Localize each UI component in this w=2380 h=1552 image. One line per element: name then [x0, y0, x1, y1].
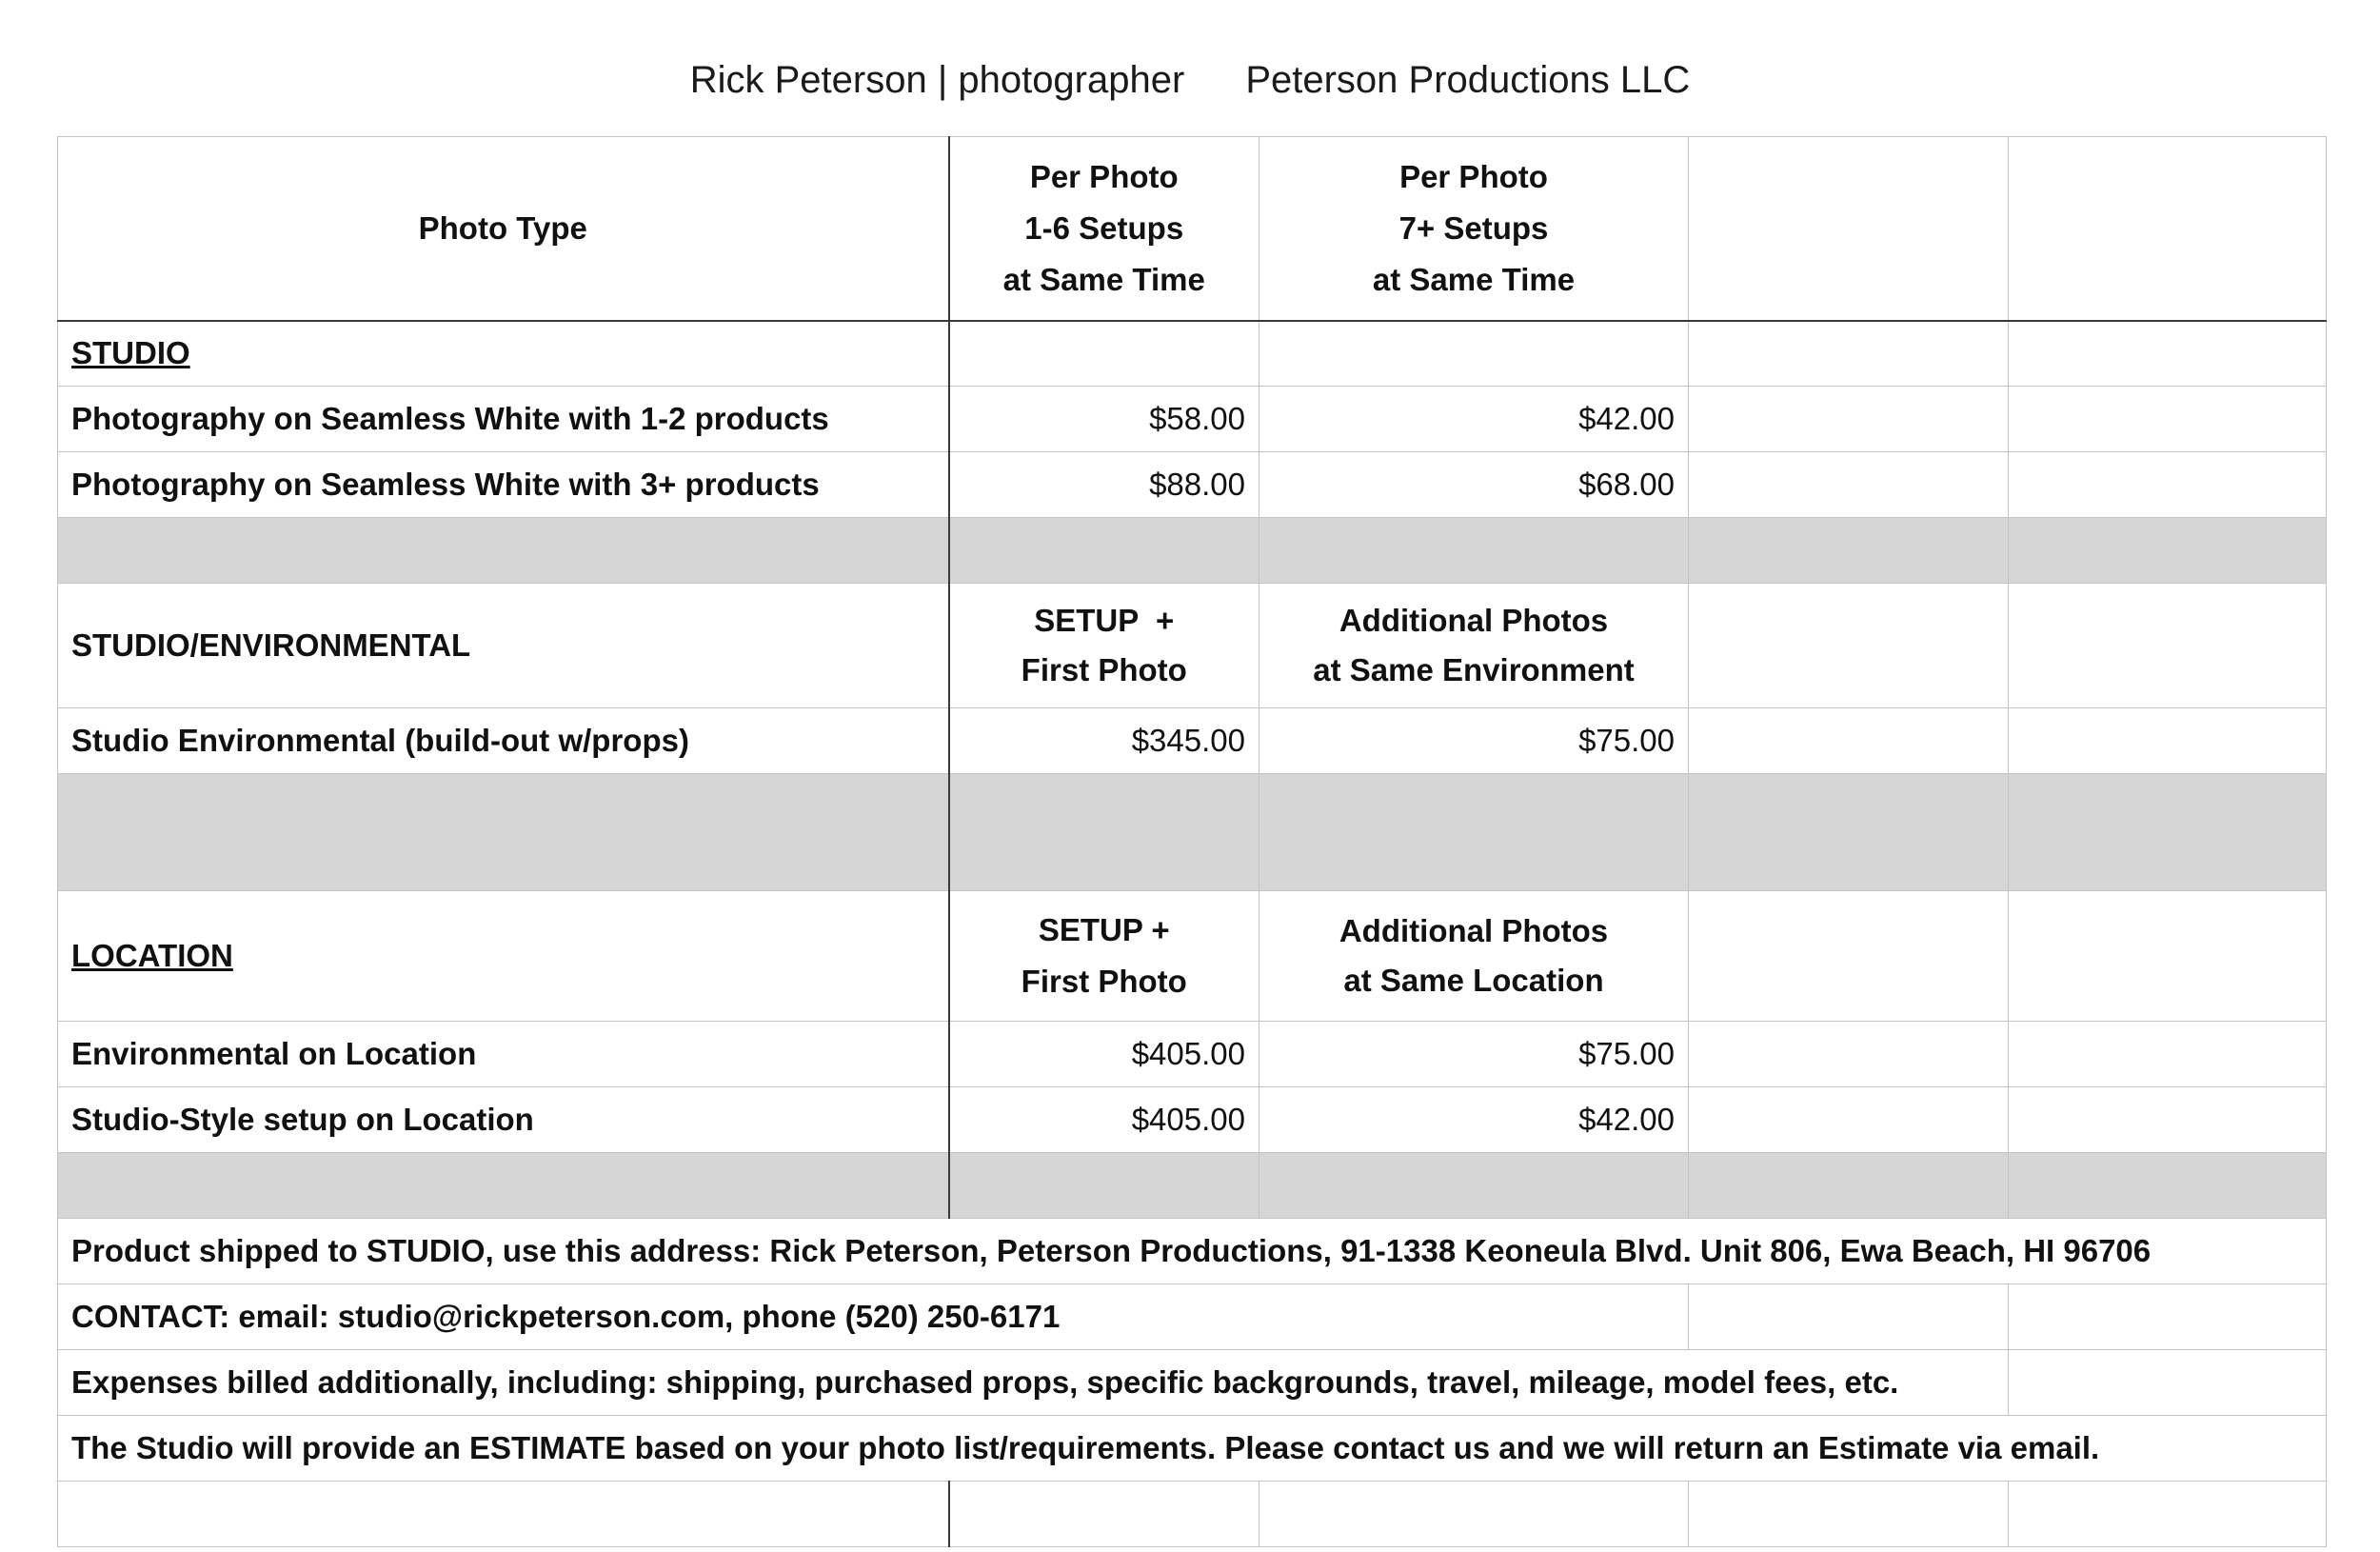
- empty-cell: [2009, 1284, 2327, 1350]
- empty-cell: [2009, 137, 2327, 321]
- table-row: [58, 1087, 2327, 1153]
- table-row: [58, 387, 2327, 452]
- pricing-table: [57, 136, 2327, 1547]
- empty-cell: [2009, 321, 2327, 387]
- estimate-note: The Studio will provide an ESTIMATE based on your photo list/requirements. Please contact us and we will return an Estimate via email.: [58, 1416, 2327, 1482]
- empty-cell: [2009, 452, 2327, 518]
- section-row-studio-environmental: [58, 584, 2327, 708]
- empty-cell: [1689, 1022, 2009, 1087]
- section-title-location: LOCATION: [58, 891, 949, 1022]
- note-row-estimate: [58, 1416, 2327, 1482]
- additional-photos-header: Additional Photos at Same Location: [1259, 891, 1689, 1022]
- table-row: [58, 708, 2327, 774]
- header-row: [58, 137, 2327, 321]
- shipping-address-note: Product shipped to STUDIO, use this address: Rick Peterson, Peterson Productions, 91-1338 Keoneula Blvd. Unit 806, Ewa Beach, HI 96706: [58, 1219, 2327, 1284]
- note-row-shipping: [58, 1219, 2327, 1284]
- table-row: [58, 1022, 2327, 1087]
- note-row-expenses: [58, 1350, 2327, 1416]
- section-row-studio: [58, 321, 2327, 387]
- empty-cell: [1259, 321, 1689, 387]
- empty-cell: [1689, 584, 2009, 708]
- column-header-per-photo-1-6: Per Photo 1-6 Setups at Same Time: [949, 137, 1259, 321]
- section-title-studio: STUDIO: [58, 321, 949, 387]
- page-header: [0, 59, 2380, 102]
- price-cell: $75.00: [1259, 1022, 1689, 1087]
- contact-note: CONTACT: email: studio@rickpeterson.com, phone (520) 250-6171: [58, 1284, 1689, 1350]
- price-cell: $58.00: [949, 387, 1259, 452]
- empty-cell: [2009, 387, 2327, 452]
- column-header-photo-type: Photo Type: [58, 137, 949, 321]
- empty-cell: [1689, 137, 2009, 321]
- spacer-row: [58, 518, 2327, 584]
- row-label: Photography on Seamless White with 1-2 products: [58, 387, 949, 452]
- empty-cell: [1689, 1284, 2009, 1350]
- price-cell: $75.00: [1259, 708, 1689, 774]
- empty-cell: [1689, 452, 2009, 518]
- empty-cell: [2009, 891, 2327, 1022]
- empty-cell: [1689, 387, 2009, 452]
- note-row-contact: [58, 1284, 2327, 1350]
- column-header-per-photo-7plus: Per Photo 7+ Setups at Same Time: [1259, 137, 1689, 321]
- empty-cell: [2009, 584, 2327, 708]
- empty-cell: [1689, 1087, 2009, 1153]
- empty-cell: [2009, 1087, 2327, 1153]
- empty-cell: [949, 321, 1259, 387]
- row-label: Photography on Seamless White with 3+ products: [58, 452, 949, 518]
- section-row-location: [58, 891, 2327, 1022]
- price-cell: $345.00: [949, 708, 1259, 774]
- photographer-name: Rick Peterson | photographer: [689, 59, 1185, 101]
- price-cell: $405.00: [949, 1022, 1259, 1087]
- price-cell: $405.00: [949, 1087, 1259, 1153]
- empty-row: [58, 1482, 2327, 1547]
- price-cell: $42.00: [1259, 387, 1689, 452]
- empty-cell: [1689, 321, 2009, 387]
- row-label: Studio Environmental (build-out w/props): [58, 708, 949, 774]
- company-name: Peterson Productions LLC: [1245, 59, 1691, 101]
- additional-photos-header: Additional Photos at Same Environment: [1259, 584, 1689, 708]
- spacer-row: [58, 774, 2327, 891]
- empty-cell: [2009, 708, 2327, 774]
- price-cell: $68.00: [1259, 452, 1689, 518]
- section-title-studio-environmental: STUDIO/ENVIRONMENTAL: [58, 584, 949, 708]
- empty-cell: [2009, 1350, 2327, 1416]
- table-row: [58, 452, 2327, 518]
- row-label: Studio-Style setup on Location: [58, 1087, 949, 1153]
- price-cell: $42.00: [1259, 1087, 1689, 1153]
- price-cell: $88.00: [949, 452, 1259, 518]
- setup-first-photo-header: SETUP + First Photo: [949, 891, 1259, 1022]
- expenses-note: Expenses billed additionally, including: shipping, purchased props, specific backgrounds, travel, mileage, model fees, etc.: [58, 1350, 2009, 1416]
- row-label: Environmental on Location: [58, 1022, 949, 1087]
- setup-first-photo-header: SETUP + First Photo: [949, 584, 1259, 708]
- spacer-row: [58, 1153, 2327, 1219]
- empty-cell: [1689, 891, 2009, 1022]
- empty-cell: [2009, 1022, 2327, 1087]
- empty-cell: [1689, 708, 2009, 774]
